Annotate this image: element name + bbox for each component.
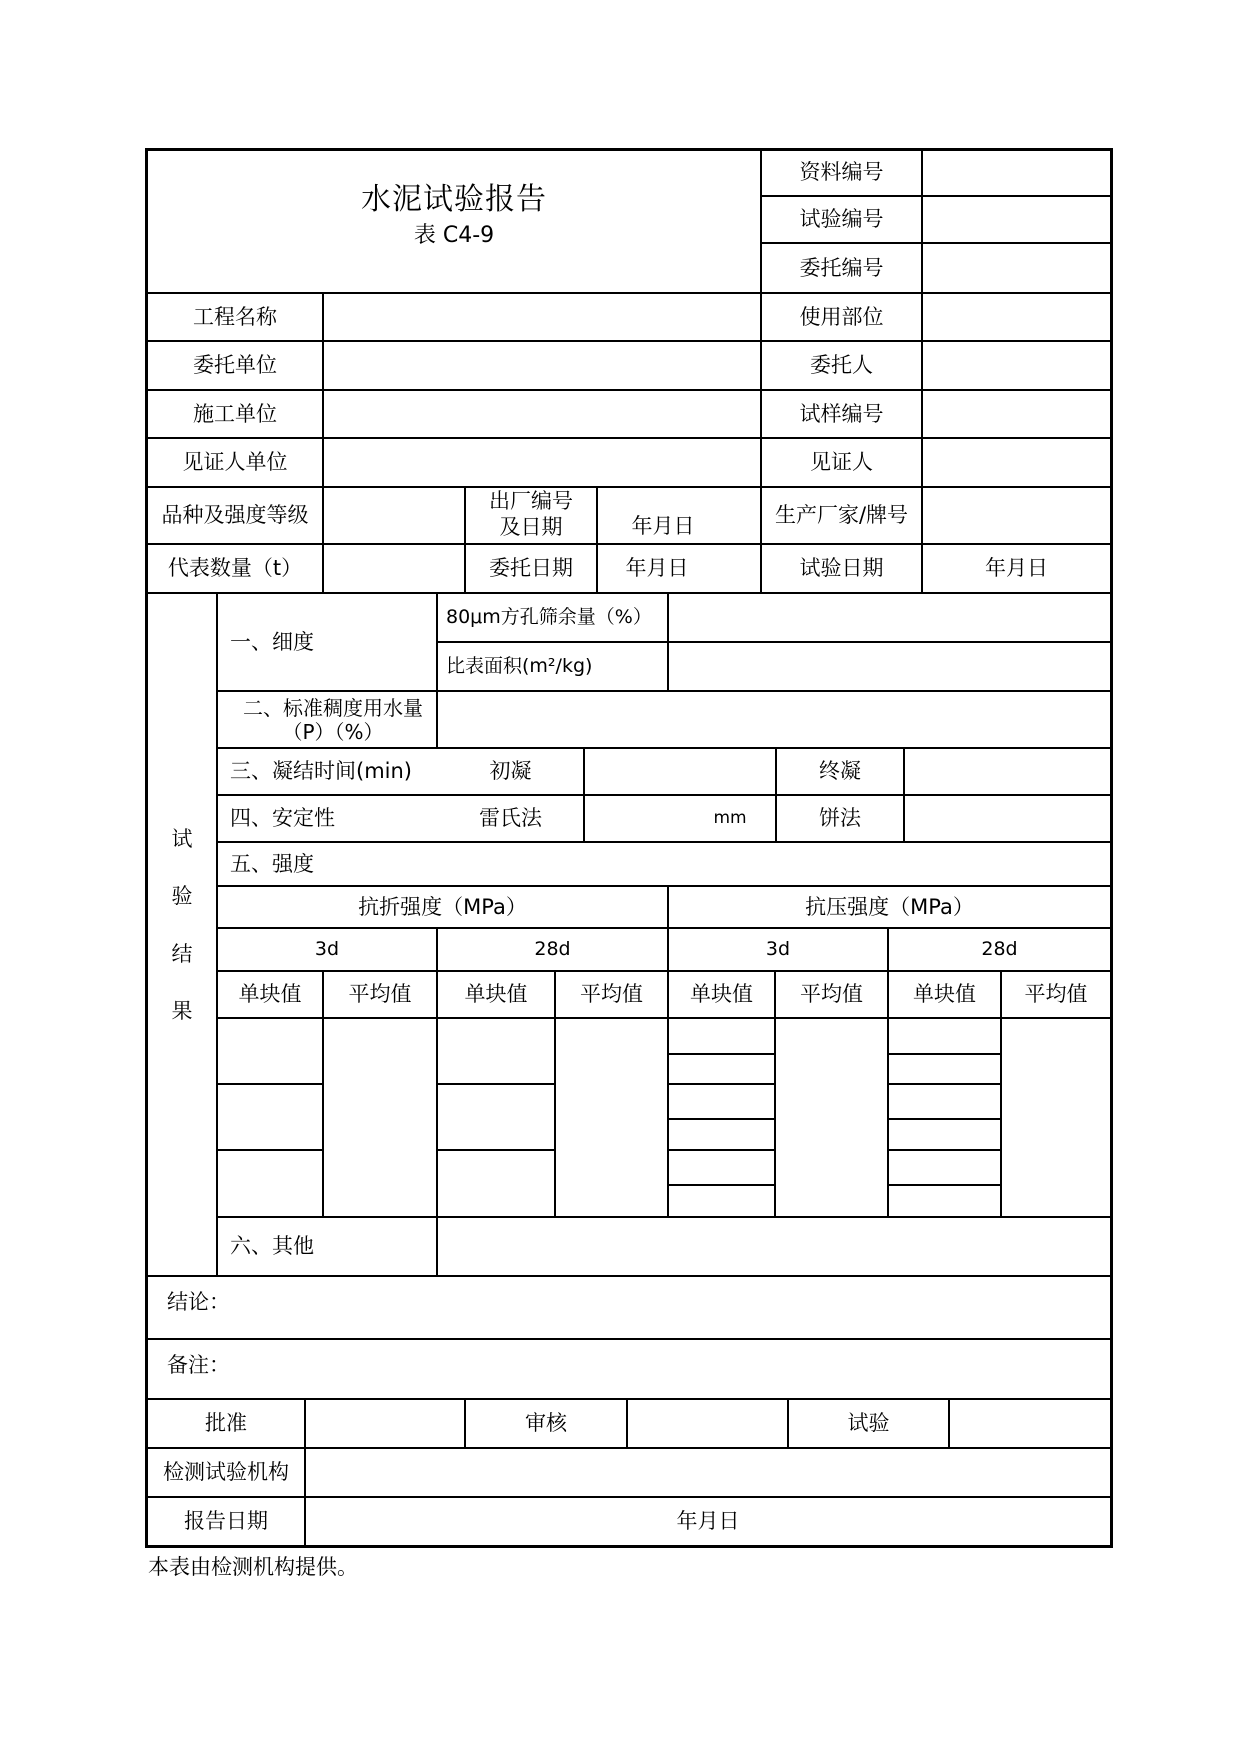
single-value-header: 单块值 (238, 982, 302, 1007)
average-value-header: 平均值 (580, 982, 643, 1007)
divider (887, 1083, 1000, 1085)
strength-label: 五、强度 (230, 851, 314, 876)
factory-date-label: 及日期 (499, 514, 563, 539)
test-field[interactable] (950, 1400, 1110, 1447)
usage-part-label: 使用部位 (799, 304, 884, 329)
sample-no-field[interactable] (923, 391, 1110, 437)
side-char: 验 (171, 884, 193, 909)
quantity-field[interactable] (324, 545, 464, 592)
divider (216, 1017, 1113, 1019)
project-name-field[interactable] (324, 294, 760, 340)
construction-unit-label: 施工单位 (193, 401, 277, 426)
single-value-header: 单块值 (913, 982, 976, 1007)
test-date-label: 试验日期 (799, 556, 884, 581)
divider (216, 1083, 323, 1085)
average-value-header: 平均值 (800, 982, 863, 1007)
mm-unit: mm (713, 807, 747, 828)
form-number: 表 C4-9 (413, 223, 495, 249)
compressive-strength-header: 抗压强度（MPa） (805, 894, 974, 919)
compressive-3d-header: 3d (765, 937, 791, 960)
factory-date-value: 年月日 (631, 513, 695, 538)
divider (667, 1118, 774, 1120)
project-name-label: 工程名称 (193, 304, 277, 329)
fineness-label: 一、细度 (230, 629, 314, 654)
conclusion-label: 结论： (167, 1289, 230, 1314)
single-value-header: 单块值 (464, 982, 528, 1007)
divider (887, 927, 889, 1216)
side-char: 试 (171, 826, 193, 851)
flexural-3d-header: 3d (314, 937, 340, 960)
witness-unit-field[interactable] (324, 439, 760, 486)
client-field[interactable] (923, 342, 1110, 389)
witness-field[interactable] (923, 439, 1110, 486)
test-no-field[interactable] (923, 197, 1110, 242)
initial-setting-label: 初凝 (489, 759, 532, 784)
divider (216, 1149, 323, 1151)
data-no-field[interactable] (923, 150, 1110, 195)
commission-no-field[interactable] (923, 244, 1110, 292)
divider (667, 1083, 774, 1085)
page-title: 水泥试验报告 (361, 182, 547, 218)
divider (667, 1184, 774, 1186)
divider (887, 1053, 1000, 1055)
review-field[interactable] (628, 1400, 787, 1447)
compressive-28d-header: 28d (981, 937, 1018, 960)
construction-unit-field[interactable] (324, 391, 760, 437)
test-label: 试验 (847, 1411, 890, 1436)
surface-area-field[interactable] (669, 643, 1110, 690)
side-char: 结 (171, 941, 193, 966)
final-setting-label: 终凝 (819, 759, 861, 784)
sieve-residue-label: 80μm方孔筛余量（%） (446, 605, 652, 628)
witness-unit-label: 见证人单位 (182, 450, 288, 475)
commission-date-label: 委托日期 (489, 556, 573, 581)
divider (887, 1118, 1000, 1120)
footnote: 本表由检测机构提供。 (148, 1555, 358, 1579)
type-grade-label: 品种及强度等级 (161, 503, 309, 528)
test-results-side-label (148, 810, 216, 1040)
divider (887, 1149, 1000, 1151)
commission-no-label: 委托编号 (799, 255, 884, 280)
approve-label: 批准 (205, 1411, 247, 1436)
client-unit-field[interactable] (324, 342, 760, 389)
divider (436, 1083, 554, 1085)
commission-date-value: 年月日 (625, 556, 689, 581)
report-date-value: 年月日 (676, 1509, 740, 1534)
usage-part-field[interactable] (923, 294, 1110, 340)
test-date-value: 年月日 (985, 556, 1048, 581)
divider (667, 1053, 774, 1055)
remark-label: 备注： (167, 1352, 230, 1377)
type-grade-field[interactable] (324, 488, 464, 543)
client-label: 委托人 (810, 353, 873, 378)
quantity-label: 代表数量（t） (167, 556, 303, 581)
surface-area-label: 比表面积(m²/kg) (446, 654, 593, 677)
flexural-28d-header: 28d (534, 937, 571, 960)
stability-label: 四、安定性 (230, 806, 335, 831)
side-char: 果 (171, 999, 193, 1024)
divider (436, 1149, 554, 1151)
manufacturer-field[interactable] (923, 488, 1110, 543)
sieve-residue-field[interactable] (669, 594, 1110, 641)
approve-field[interactable] (306, 1400, 464, 1447)
pat-method-label: 饼法 (819, 806, 861, 831)
setting-time-label: 三、凝结时间(min) (230, 759, 412, 784)
divider (667, 1149, 774, 1151)
divider (887, 1184, 1000, 1186)
water-demand-label: 二、标准稠度用水量（P）（%） (243, 695, 423, 744)
client-unit-label: 委托单位 (193, 353, 277, 378)
pat-method-field[interactable] (905, 796, 1110, 841)
average-value-header: 平均值 (348, 982, 412, 1007)
witness-label: 见证人 (810, 450, 873, 475)
divider (436, 927, 438, 1216)
average-value-header: 平均值 (1024, 982, 1088, 1007)
factory-no-label: 出厂编号 (489, 488, 573, 513)
institution-field[interactable] (306, 1449, 1110, 1496)
test-no-label: 试验编号 (799, 207, 884, 232)
single-value-header: 单块值 (690, 982, 753, 1007)
le-chatelier-label: 雷氏法 (479, 806, 542, 831)
manufacturer-label: 生产厂家/牌号 (774, 503, 909, 528)
initial-setting-field[interactable] (585, 749, 775, 794)
data-no-label: 资料编号 (799, 160, 884, 185)
other-label: 六、其他 (230, 1234, 314, 1259)
sample-no-label: 试样编号 (799, 401, 884, 426)
flexural-strength-header: 抗折强度（MPa） (358, 894, 527, 919)
institution-label: 检测试验机构 (163, 1460, 289, 1485)
other-field[interactable] (438, 1218, 1110, 1275)
water-demand-field[interactable] (438, 692, 1110, 747)
review-label: 审核 (525, 1411, 567, 1436)
final-setting-field[interactable] (905, 749, 1110, 794)
report-date-label: 报告日期 (184, 1509, 268, 1534)
